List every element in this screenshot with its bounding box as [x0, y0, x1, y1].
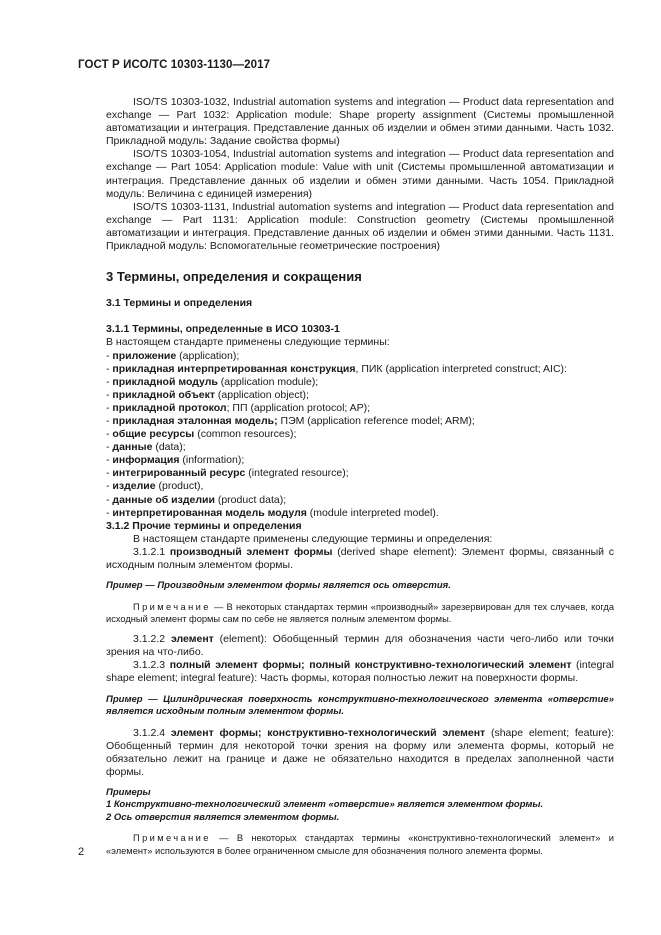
term-item: - общие ресурсы (common resources); — [106, 428, 297, 441]
definition-term: производный элемент формы — [169, 545, 333, 558]
example-item: 1 Конструктивно-технологический элемент «отверстие» является элементом формы. — [106, 799, 544, 811]
term-rest: (application); — [176, 349, 240, 362]
term-rest: (information); — [179, 454, 245, 467]
term-item: - приложение (application); — [106, 349, 240, 362]
term-rest: (product), — [155, 480, 204, 493]
section-3-1-1-intro: В настоящем стандарте применены следующие термины: — [106, 336, 390, 349]
note-2 — [106, 832, 614, 857]
term-rest: ; ПП (application protocol; AP); — [226, 401, 371, 414]
term-item: - данные (data); — [106, 441, 186, 454]
note-1 — [106, 601, 614, 626]
reference-1054: ISO/TS 10303-1054, Industrial automation systems and integration — Product data representation and exchange — Part 1054: Application module: Value with unit (Системы промышленной автоматизации и интеграция. Представление данных об изделии и обмен этими данными. Часть 1054. Прикладной модуль: Величина с единицей измерения) — [106, 148, 614, 200]
term-rest: (common resources); — [194, 428, 297, 441]
term-item: - информация (information); — [106, 454, 245, 467]
term-item: - прикладная эталонная модель; ПЭМ (application reference model; ARM); — [106, 414, 475, 427]
section-3-1-2-intro: В настоящем стандарте применены следующие термины и определения: — [133, 532, 493, 545]
definition-number: 3.1.2.4 — [133, 726, 171, 739]
term-rest: , ПИК (application interpreted construct; AIC): — [355, 362, 567, 375]
term-rest: (application module); — [217, 375, 319, 388]
reference-1131: ISO/TS 10303-1131, Industrial automation systems and integration — Product data representation and exchange — Part 1131: Application module: Construction geometry (Системы промышленной автоматизации и интеграция. Представление данных об изделии и обмен этими данными. Часть 1131. Прикладной модуль: Вспомогательные геометрические построения) — [106, 200, 614, 253]
term-name: интерпретированная модель модуля — [112, 506, 307, 519]
definition-term: элемент формы; конструктивно-технологический элемент — [170, 726, 486, 739]
definition-term: полный элемент формы; полный конструктивно-технологический элемент — [169, 659, 572, 672]
term-name: прикладной объект — [112, 388, 215, 401]
term-item: - прикладная интерпретированная конструкция, ПИК (application interpreted construct; AIC): — [106, 362, 567, 375]
term-item: - прикладной модуль (application module); — [106, 375, 319, 388]
definition-number: 3.1.2.1 — [133, 545, 170, 558]
term-item: - изделие (product), — [106, 480, 204, 493]
note-label: Примечание — [133, 833, 211, 844]
standard-header: ГОСТ Р ИСО/ТС 10303-1130—2017 — [78, 59, 271, 71]
term-name: изделие — [112, 480, 156, 493]
term-item: - интегрированный ресурс (integrated resource); — [106, 467, 349, 480]
note-label: Примечание — [133, 601, 211, 612]
term-rest: (integrated resource); — [245, 467, 349, 480]
note-text: — В некоторых стандартах термин «производный» зарезервирован для тех случаев, когда исходный элемент формы сам по себе не является полным элементом формы. — [106, 601, 614, 624]
definition-3-1-2-1 — [106, 546, 614, 572]
term-name: прикладной протокол — [112, 401, 227, 414]
page-number: 2 — [78, 846, 85, 858]
term-rest: (product data); — [214, 493, 287, 506]
section-3-1-title: 3.1 Термины и определения — [106, 297, 253, 310]
term-name: приложение — [112, 349, 177, 362]
term-name: интегрированный ресурс — [112, 467, 246, 480]
examples-title: Примеры — [106, 786, 151, 798]
term-item: - данные об изделии (product data); — [106, 493, 287, 506]
definition-text: (derived shape element): Элемент формы, связанный с исходным полным элементом формы. — [106, 545, 615, 571]
page-content — [106, 96, 614, 857]
definition-3-1-2-2 — [106, 633, 614, 659]
term-rest: ПЭМ (application reference model; ARM); — [277, 414, 475, 427]
section-3-1-2-title: 3.1.2 Прочие термины и определения — [106, 519, 302, 532]
term-rest: (data); — [152, 441, 186, 454]
definition-term: элемент — [170, 633, 214, 646]
definition-number: 3.1.2.3 — [133, 659, 170, 672]
term-rest: (module interpreted model). — [306, 506, 439, 519]
term-name: прикладной модуль — [112, 375, 218, 388]
example-2: Пример — Цилиндрическая поверхность конструктивно-технологического элемента «отверстие» является исходным полным элементом формы. — [106, 693, 614, 718]
definition-text: (shape element; feature): Обобщенный термин для некоторой точки зрения на форму или элемента формы, который не обязательно лежит на границе и даже не обязательно находится в пределах заполненной части формы. — [106, 726, 614, 778]
term-item: - интерпретированная модель модуля (module interpreted model). — [106, 506, 439, 519]
section-3-title: 3 Термины, определения и сокращения — [106, 269, 362, 285]
example-1: Пример — Производным элементом формы является ось отверстия. — [106, 580, 451, 592]
example-item: 2 Ось отверстия является элементом формы. — [106, 811, 340, 823]
term-name: данные об изделии — [112, 493, 215, 506]
term-item: - прикладной объект (application object); — [106, 388, 309, 401]
term-name: общие ресурсы — [112, 428, 195, 441]
section-3-1-1-title: 3.1.1 Термины, определенные в ИСО 10303-1 — [106, 323, 340, 336]
definition-3-1-2-3 — [106, 659, 614, 685]
term-name: прикладная интерпретированная конструкция — [112, 362, 356, 375]
term-name: информация — [112, 454, 180, 467]
term-name: данные — [112, 441, 153, 454]
definition-3-1-2-4 — [106, 727, 614, 779]
term-rest: (application object); — [214, 388, 309, 401]
terms-list — [106, 350, 614, 520]
definition-number: 3.1.2.2 — [133, 633, 171, 646]
reference-1032: ISO/TS 10303-1032, Industrial automation systems and integration — Product data representation and exchange — Part 1032: Application module: Shape property assignment (Системы промышленной автоматизации и интеграция. Представление данных об изделии и обмен этими данными. Часть 1032. Прикладной модуль: Задание свойства формы) — [106, 96, 614, 148]
term-name: прикладная эталонная модель; — [112, 414, 278, 427]
definition-text: (integral shape element; integral feature): Часть формы, которая полностью лежит на поверхности формы. — [106, 659, 614, 685]
definition-text: (element): Обобщенный термин для обозначения части чего-либо или точки зрения на что-либо. — [106, 633, 614, 659]
note-text: — В некоторых стандартах термины «конструктивно-технологический элемент» и «элемент» используются в более ограниченном смысле для обозначения полного элемента формы. — [106, 833, 614, 856]
term-item: - прикладной протокол; ПП (application protocol; AP); — [106, 401, 371, 414]
